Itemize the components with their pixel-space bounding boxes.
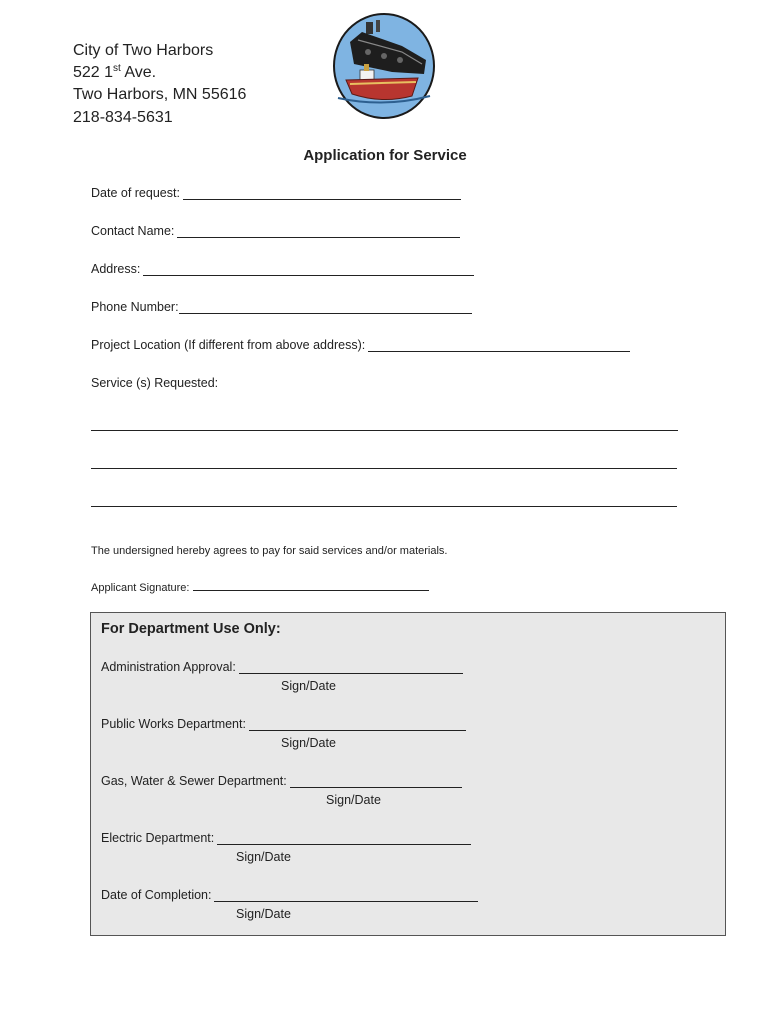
project-location-line[interactable] (368, 338, 630, 352)
electric-department-line[interactable] (217, 831, 471, 845)
gas-water-sewer-label: Gas, Water & Sewer Department: (101, 774, 287, 788)
date-of-request-label: Date of request: (91, 186, 180, 200)
org-name: City of Two Harbors (73, 42, 214, 59)
project-location-field[interactable] (91, 338, 630, 352)
address-field[interactable] (91, 262, 474, 276)
public-works-field[interactable] (101, 717, 466, 731)
applicant-signature-field[interactable] (91, 580, 429, 594)
sign-date-label: Sign/Date (281, 736, 336, 750)
services-line-1[interactable] (91, 430, 678, 431)
sign-date-label: Sign/Date (281, 679, 336, 693)
administration-approval-line[interactable] (239, 660, 463, 674)
department-use-title: For Department Use Only: (101, 621, 281, 637)
phone-number-label: Phone Number: (91, 300, 179, 314)
phone-number-field[interactable] (91, 300, 472, 314)
street-address: 522 1st Ave. (73, 63, 157, 82)
date-of-request-line[interactable] (183, 186, 461, 200)
project-location-label: Project Location (If different from above address): (91, 338, 366, 352)
applicant-signature-label: Applicant Signature: (91, 582, 190, 594)
city-seal-ship-icon (332, 12, 436, 120)
services-line-3[interactable] (91, 506, 677, 507)
services-line-2[interactable] (91, 468, 677, 469)
applicant-signature-line[interactable] (193, 580, 429, 591)
electric-department-label: Electric Department: (101, 831, 215, 845)
gas-water-sewer-line[interactable] (290, 774, 462, 788)
administration-approval-field[interactable] (101, 660, 463, 674)
address-line[interactable] (143, 262, 474, 276)
date-of-completion-label: Date of Completion: (101, 888, 212, 902)
date-of-completion-line[interactable] (214, 888, 478, 902)
date-of-completion-field[interactable] (101, 888, 478, 902)
contact-name-field[interactable] (91, 224, 460, 238)
agreement-text: The undersigned hereby agrees to pay for said services and/or materials. (91, 545, 448, 557)
sign-date-label: Sign/Date (236, 907, 291, 921)
gas-water-sewer-field[interactable] (101, 774, 462, 788)
services-requested-label: Service (s) Requested: (91, 376, 219, 390)
sign-date-label: Sign/Date (326, 793, 381, 807)
electric-department-field[interactable] (101, 831, 471, 845)
address-label: Address: (91, 262, 141, 276)
administration-approval-label: Administration Approval: (101, 660, 236, 674)
contact-name-label: Contact Name: (91, 224, 175, 238)
city-address-block (73, 40, 246, 129)
department-use-panel (90, 612, 726, 936)
public-works-line[interactable] (249, 717, 466, 731)
phone-number-line[interactable] (179, 300, 472, 314)
public-works-label: Public Works Department: (101, 717, 246, 731)
phone-number: 218-834-5631 (73, 108, 173, 126)
sign-date-label: Sign/Date (236, 850, 291, 864)
form-title: Application for Service (303, 147, 467, 164)
city-state-zip: Two Harbors, MN 55616 (73, 86, 247, 104)
contact-name-line[interactable] (177, 224, 460, 238)
date-of-request-field[interactable] (91, 186, 461, 200)
